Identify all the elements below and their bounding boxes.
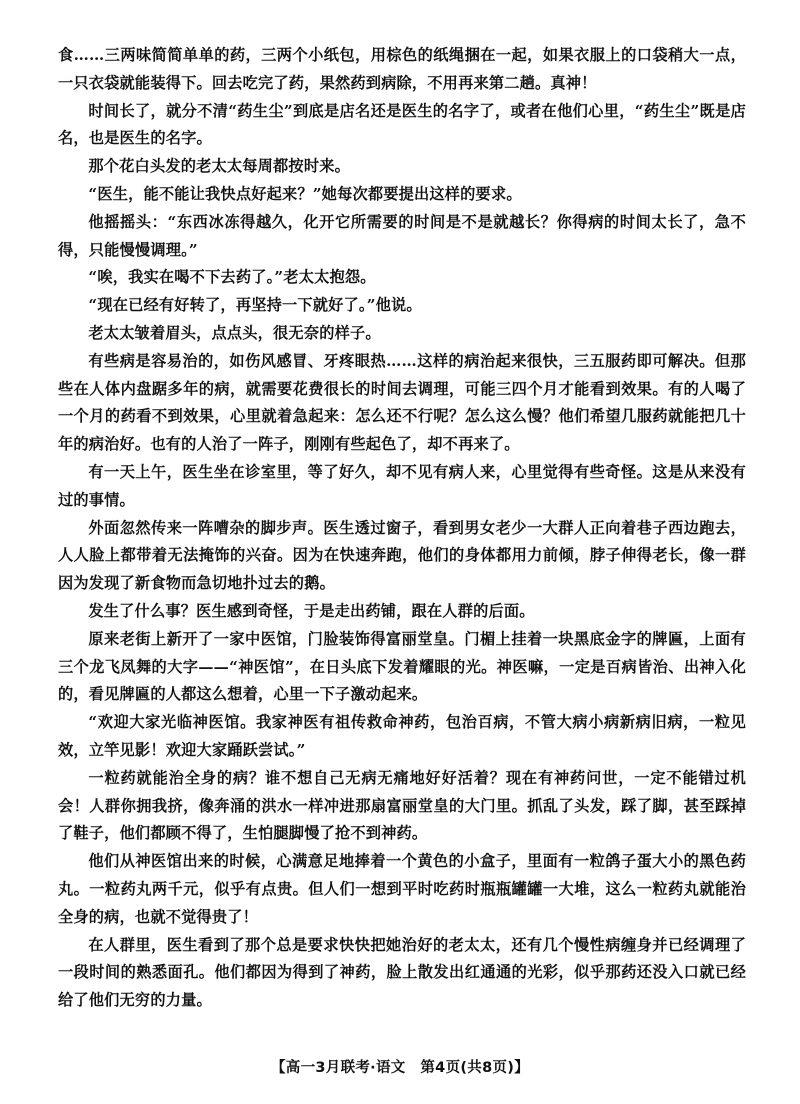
paragraph: 那个花白头发的老太太每周都按时来。 (88, 157, 350, 176)
paragraph: 有一天上午，医生坐在诊室里，等了好久，却不见有病人来，心里觉得有些奇怪。这是从来没有过的事情。 (58, 462, 746, 509)
paragraph: 在人群里，医生看到了那个总是要求快快把她治好的老太太，还有几个慢性病缠身并已经调理了一段时间的熟悉面孔。他们都因为得到了神药，脸上散发出红通通的光彩，似乎那药还没入口就已经给了他们无穷的力量。 (58, 935, 746, 1010)
paragraph: 原来老街上新开了一家中医馆，门脸装饰得富丽堂皇。门楣上挂着一块黑底金字的牌匾，上面有三个龙飞凤舞的大字——“神医馆”，在日头底下发着耀眼的光。神医嘛，一定是百病皆治、出神入化的，看见牌匾的人都这么想着，心里一下子激动起来。 (58, 629, 746, 704)
document-body (58, 42, 746, 1015)
paragraph: 老太太皱着眉头，点点头，很无奈的样子。 (88, 323, 381, 342)
paragraph: 一粒药就能治全身的病？谁不想自己无病无痛地好好活着？现在有神药问世，一定不能错过机会！人群你拥我挤，像奔涌的洪水一样冲进那扇富丽堂皇的大门里。抓乱了头发，踩了脚，甚至踩掉了鞋子，他们都顾不得了，生怕腿脚慢了抢不到神药。 (58, 768, 746, 843)
paragraph: “现在已经有好转了，再坚持一下就好了。”他说。 (88, 296, 422, 315)
paragraph: 他们从神医馆出来的时候，心满意足地捧着一个黄色的小盒子，里面有一粒鸽子蛋大小的黑色药丸。一粒药丸两千元，似乎有点贵。但人们一想到平时吃药时瓶瓶罐罐一大堆，这么一粒药丸就能治全身的病，也就不觉得贵了！ (58, 852, 746, 926)
paragraph: 时间长了，就分不清“药生尘”到底是店名还是医生的名字了，或者在他们心里，“药生尘”既是店名，也是医生的名字。 (58, 101, 746, 148)
paragraph: 外面忽然传来一阵嘈杂的脚步声。医生透过窗子，看到男女老少一大群人正向着巷子西边跑去，人人脸上都带着无法掩饰的兴奋。因为在快速奔跑，他们的身体都用力前倾，脖子伸得老长，像一群因为发现了新食物而急切地扑过去的鹅。 (58, 518, 746, 593)
paragraph: “医生，能不能让我快点好起来？”她每次都要提出这样的要求。 (88, 184, 522, 203)
paragraph: “唉，我实在喝不下去药了。”老太太抱怨。 (88, 268, 376, 287)
paragraph: 食……三两味简简单单的药，三两个小纸包，用棕色的纸绳捆在一起，如果衣服上的口袋稍大一点，一只衣袋就能装得下。回去吃完了药，果然药到病除，不用再来第二趟。真神！ (58, 46, 746, 92)
page-footer: 【高一3月联考·语文 第4页(共8页)】 (270, 1060, 530, 1076)
paragraph: 他摇摇头：“东西冰冻得越久，化开它所需要的时间是不是就越长？你得病的时间太长了，急不得，只能慢慢调理。” (58, 212, 746, 259)
paragraph: “欢迎大家光临神医馆。我家神医有祖传救命神药，包治百病，不管大病小病新病旧病，一粒见效，立竿见影！欢迎大家踊跃尝试。” (58, 713, 746, 759)
paragraph: 发生了什么事？医生感到奇怪，于是走出药铺，跟在人群的后面。 (88, 601, 535, 620)
paragraph: 有些病是容易治的，如伤风感冒、牙疼眼热……这样的病治起来很快，三五服药即可解决。但那些在人体内盘踞多年的病，就需要花费很长的时间去调理，可能三四个月才能看到效果。有的人喝了一个月的药看不到效果，心里就着急起来：怎么还不行呢？怎么这么慢？他们希望几服药就能把几十年的病治好。也有的人治了一阵子，刚刚有些起色了，却不再来了。 (58, 351, 746, 454)
